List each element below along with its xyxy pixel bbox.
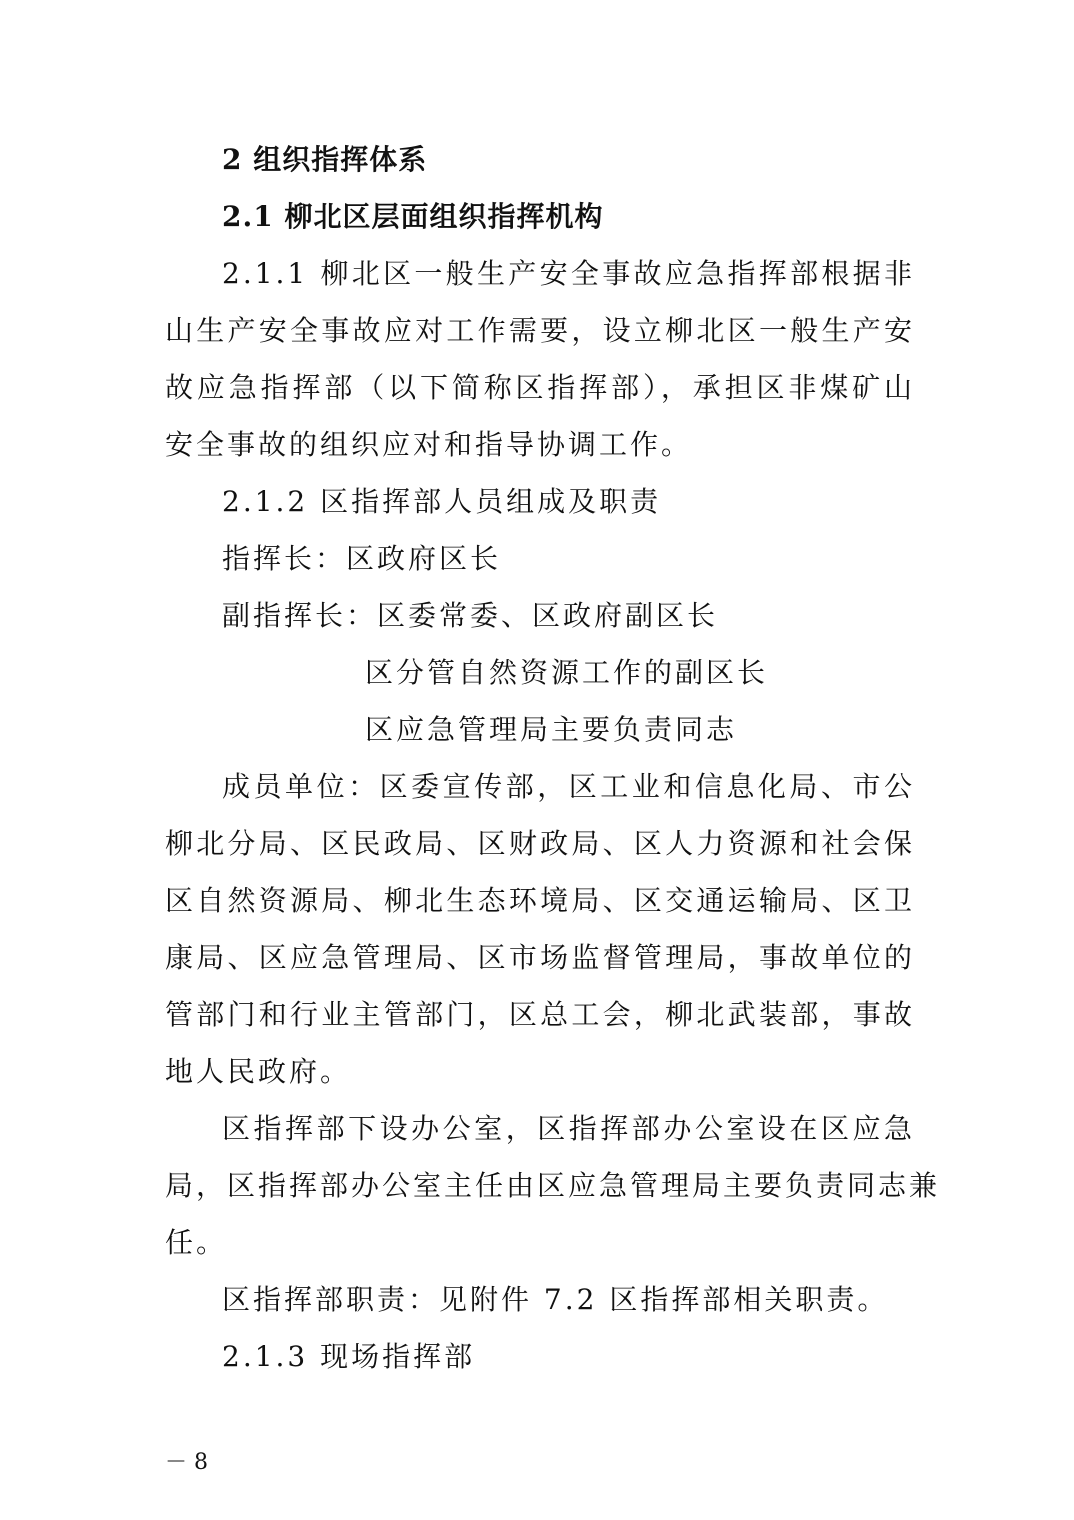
members-line-2: 柳北分局、区民政局、区财政局、区人力资源和社会保	[165, 827, 915, 860]
members-line-5: 管部门和行业主管部门，区总工会，柳北武装部，事故	[165, 998, 915, 1031]
members-line-4: 康局、区应急管理局、区市场监督管理局，事故单位的	[165, 941, 915, 974]
members-line-3: 区自然资源局、柳北生态环境局、区交通运输局、区卫	[165, 884, 915, 917]
subsection-213-title: 2.1.3 现场指挥部	[222, 1340, 476, 1373]
deputy-line-2: 区分管自然资源工作的副区长	[365, 656, 769, 689]
members-line-1: 成员单位：区委宣传部，区工业和信息化局、市公	[222, 770, 915, 803]
deputy-line-1: 副指挥长：区委常委、区政府副区长	[222, 599, 719, 632]
heading-2-1: 2.1 柳北区层面组织指挥机构	[222, 200, 604, 233]
paragraph-211-line-1: 2.1.1 柳北区一般生产安全事故应急指挥部根据非	[222, 257, 915, 290]
subsection-212-title: 2.1.2 区指挥部人员组成及职责	[222, 485, 662, 518]
office-line-2: 局，区指挥部办公室主任由区应急管理局主要负责同志兼	[165, 1169, 941, 1202]
deputy-line-3: 区应急管理局主要负责同志	[365, 713, 738, 746]
heading-2: 2 组织指挥体系	[222, 143, 428, 176]
paragraph-211-line-3: 故应急指挥部（以下简称区指挥部），承担区非煤矿山	[165, 371, 915, 404]
paragraph-211-line-4: 安全事故的组织应对和指导协调工作。	[165, 428, 693, 461]
office-line-3: 任。	[165, 1226, 228, 1259]
page-number: － 8	[165, 1450, 208, 1475]
paragraph-211-line-2: 山生产安全事故应对工作需要，设立柳北区一般生产安	[165, 314, 915, 347]
duties-line: 区指挥部职责：见附件 7.2 区指挥部相关职责。	[222, 1283, 889, 1316]
members-line-6: 地人民政府。	[165, 1055, 352, 1088]
office-line-1: 区指挥部下设办公室，区指挥部办公室设在区应急	[222, 1112, 915, 1145]
commander-line: 指挥长：区政府区长	[222, 542, 502, 575]
